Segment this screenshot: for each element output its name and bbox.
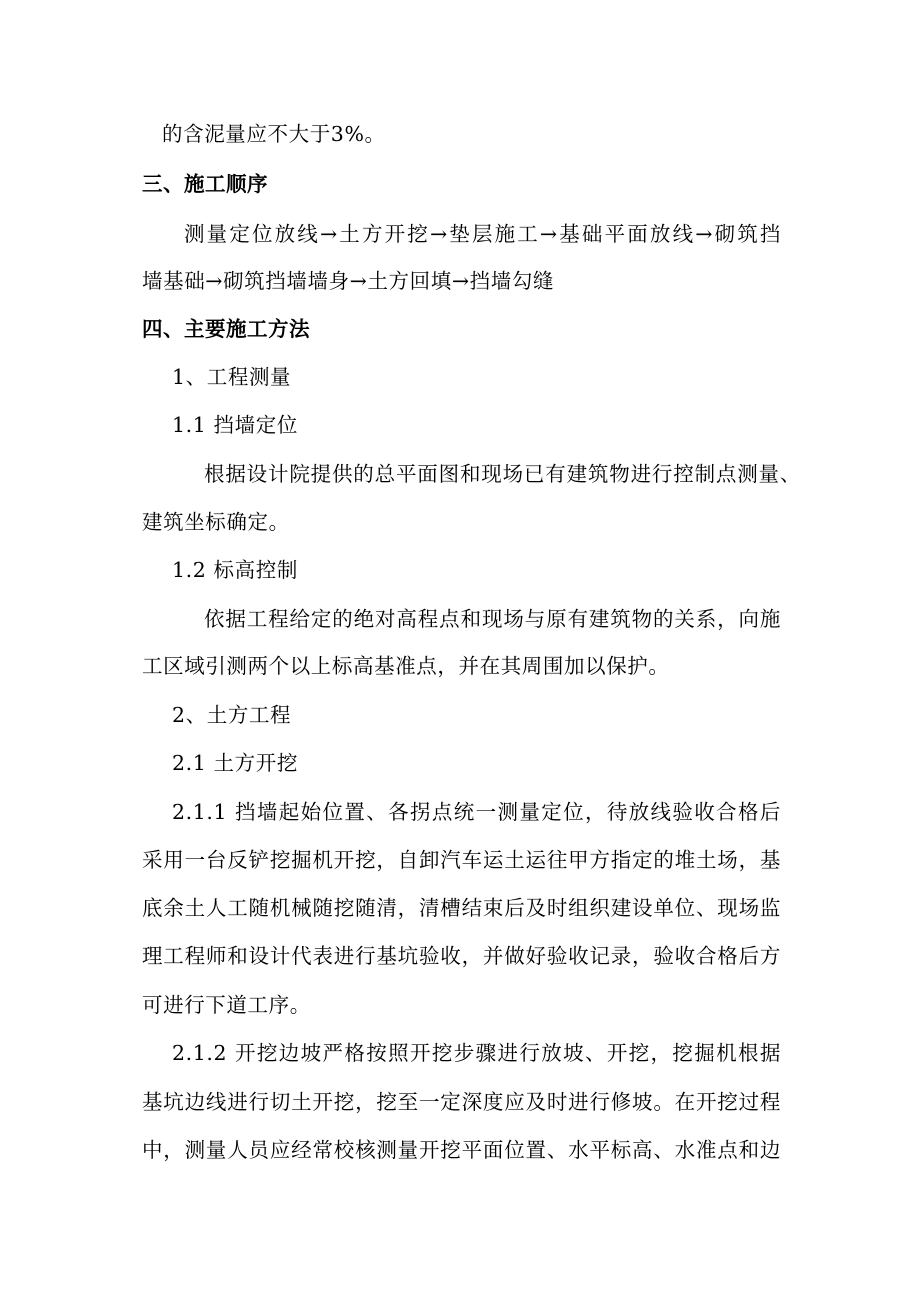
paragraph-line: 依据工程给定的绝对高程点和现场与原有建筑物的关系，向施 [204, 607, 781, 631]
subsection-heading: 1.2 标高控制 [172, 558, 298, 582]
paragraph-line: 理工程师和设计代表进行基坑验收，并做好验收记录，验收合格后方 [142, 944, 781, 968]
paragraph-line: 2.1.1 挡墙起始位置、各拐点统一测量定位，待放线验收合格后 [172, 800, 781, 824]
paragraph-line: 2.1.2 开挖边坡严格按照开挖步骤进行放坡、开挖，挖掘机根据 [172, 1041, 781, 1065]
section-heading: 三、施工顺序 [142, 172, 268, 196]
paragraph-line: 采用一台反铲挖掘机开挖，自卸汽车运土运往甲方指定的堆土场，基 [142, 848, 781, 872]
paragraph-line: 墙基础→砌筑挡墙墙身→土方回填→挡墙勾缝 [142, 269, 555, 293]
subsection-heading: 1.1 挡墙定位 [172, 413, 298, 437]
subsection-heading: 2.1 土方开挖 [172, 751, 298, 775]
paragraph-line: 根据设计院提供的总平面图和现场已有建筑物进行控制点测量、 [204, 462, 801, 486]
paragraph-line: 中，测量人员应经常校核测量开挖平面位置、水平标高、水准点和边 [142, 1138, 781, 1162]
paragraph-line: 底余土人工随机械随挖随清，清槽结束后及时组织建设单位、现场监 [142, 896, 781, 920]
paragraph-line: 可进行下道工序。 [142, 993, 311, 1017]
paragraph-line: 测量定位放线→土方开挖→垫层施工→基础平面放线→砌筑挡 [184, 222, 781, 246]
paragraph-line: 工区域引测两个以上标高基准点，并在其周围加以保护。 [142, 654, 670, 678]
subsection-heading: 2、土方工程 [172, 703, 292, 727]
subsection-heading: 1、工程测量 [172, 365, 292, 389]
paragraph-line: 建筑坐标确定。 [142, 510, 290, 534]
paragraph-line: 基坑边线进行切土开挖，挖至一定深度应及时进行修坡。在开挖过程 [142, 1090, 781, 1114]
section-heading: 四、主要施工方法 [142, 317, 310, 341]
paragraph-line: 的含泥量应不大于3%。 [162, 122, 386, 146]
